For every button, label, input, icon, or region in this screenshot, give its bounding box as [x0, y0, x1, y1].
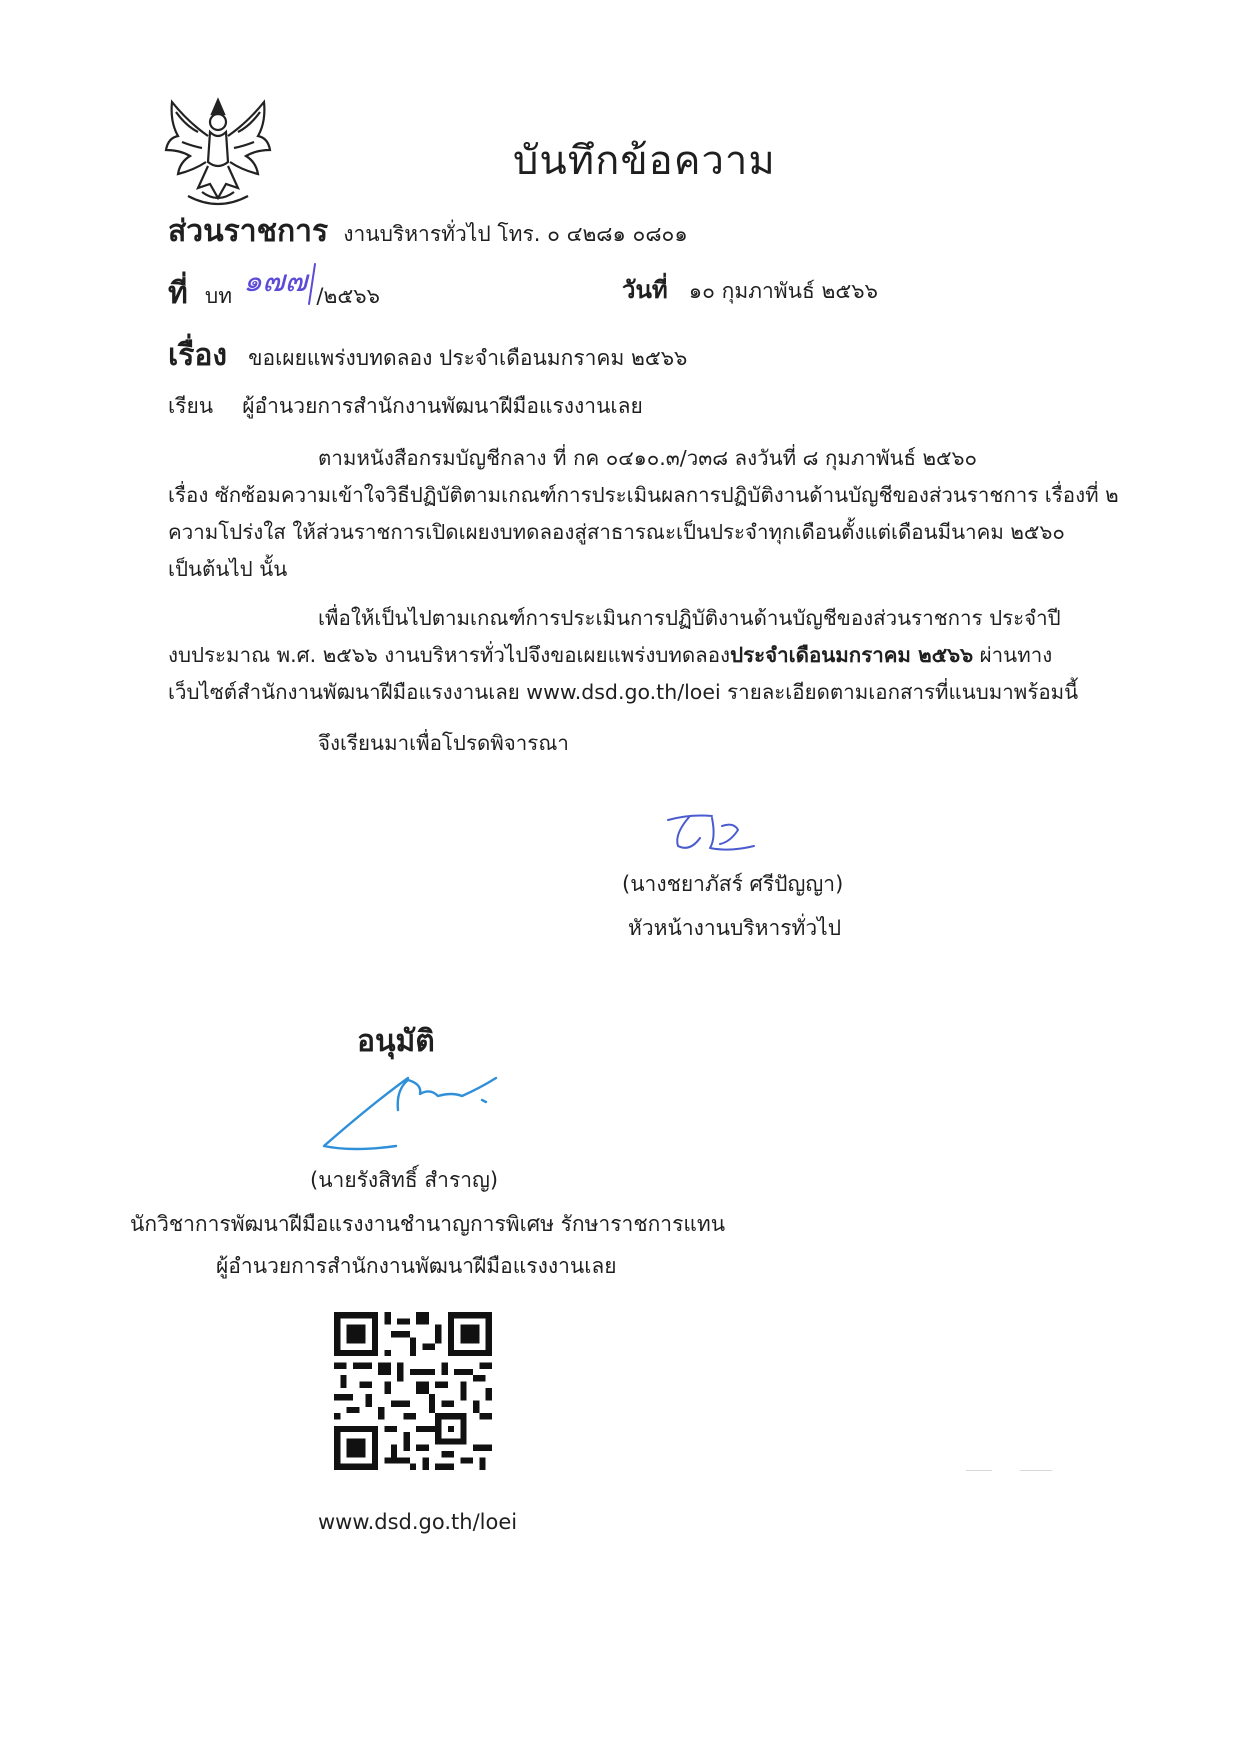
handwritten-slash: [303, 262, 319, 306]
agency-row: [168, 208, 688, 255]
approval-label: อนุมัติ: [357, 1024, 435, 1059]
signature-1: [660, 808, 770, 856]
para2-line1: เพื่อให้เป็นไปตามเกณฑ์การประเมินการปฏิบัติงานด้านบัญชีของส่วนราชการ ประจำปี: [318, 606, 1061, 630]
subject-label: เรื่อง: [168, 338, 228, 373]
para1-line3: ความโปร่งใส ให้ส่วนราชการเปิดเผยงบทดลองสู่สาธารณะเป็นประจำทุกเดือนตั้งแต่เดือนมีนาคม ๒๕๖๐: [168, 520, 1065, 544]
ref-row: [168, 264, 380, 317]
date-value: ๑๐ กุมภาพันธ์ ๒๕๖๖: [688, 279, 878, 303]
ref-label: ที่: [168, 276, 188, 311]
scan-mark: [966, 1470, 992, 1471]
signer1-position: หัวหน้างานบริหารทั่วไป: [628, 916, 842, 940]
para1-line4: เป็นต้นไป นั้น: [168, 557, 288, 581]
garuda-emblem: [158, 92, 278, 212]
approver-position-2: ผู้อำนวยการสำนักงานพัฒนาฝีมือแรงงานเลย: [216, 1254, 617, 1278]
qr-code: [334, 1312, 492, 1470]
handwritten-ref-number: ๑๗๗: [243, 264, 308, 299]
approver-name: (นายรังสิทธิ์ สำราญ): [310, 1168, 499, 1192]
recipient-row: [168, 390, 643, 423]
date-label: วันที่: [622, 276, 668, 304]
ref-prefix: บท: [204, 284, 233, 308]
footer-url: www.dsd.go.th/loei: [318, 1510, 518, 1534]
scan-mark: [1020, 1470, 1052, 1471]
approver-position-1: นักวิชาการพัฒนาฝีมือแรงงานชำนาญการพิเศษ รักษาราชการแทน: [130, 1212, 726, 1236]
signature-2: [312, 1070, 512, 1160]
para2-line3: เว็บไซต์สำนักงานพัฒนาฝีมือแรงงานเลย www.dsd.go.th/loei รายละเอียดตามเอกสารที่แนบมาพร้อมนี้: [168, 680, 1079, 704]
para2-line2-end: ผ่านทาง: [973, 643, 1053, 667]
para2-line2-bold: ประจำเดือนมกราคม ๒๕๖๖: [730, 643, 974, 667]
para2-line2: [168, 637, 1052, 674]
recipient-label: เรียน: [168, 394, 214, 418]
agency-label: ส่วนราชการ: [168, 214, 329, 249]
para1-line2: เรื่อง ซักซ้อมความเข้าใจวิธีปฏิบัติตามเกณฑ์การประเมินผลการปฏิบัติงานด้านบัญชีของส่วนราชการ เรื่องที่ ๒: [168, 483, 1119, 507]
para1-line1: ตามหนังสือกรมบัญชีกลาง ที่ กค ๐๔๑๐.๓/ว๓๘ ลงวันที่ ๘ กุมภาพันธ์ ๒๕๖๐: [318, 446, 978, 470]
subject-value: ขอเผยแพร่งบทดลอง ประจำเดือนมกราคม ๒๕๖๖: [248, 346, 688, 370]
agency-value: งานบริหารทั่วไป โทร. ๐ ๔๒๘๑ ๐๘๐๑: [343, 222, 688, 246]
para2-line2-start: งบประมาณ พ.ศ. ๒๕๖๖ งานบริหารทั่วไปจึงขอเผยแพร่งบทดลอง: [168, 643, 731, 667]
date-row: [622, 270, 878, 309]
memo-title: บันทึกข้อความ: [513, 138, 776, 184]
signer1-name: (นางชยาภัสร์ ศรีปัญญา): [622, 872, 844, 896]
closing-line: จึงเรียนมาเพื่อโปรดพิจารณา: [318, 731, 569, 755]
subject-row: [168, 332, 687, 379]
ref-suffix: /๒๕๖๖: [316, 284, 380, 308]
recipient-value: ผู้อำนวยการสำนักงานพัฒนาฝีมือแรงงานเลย: [242, 394, 643, 418]
